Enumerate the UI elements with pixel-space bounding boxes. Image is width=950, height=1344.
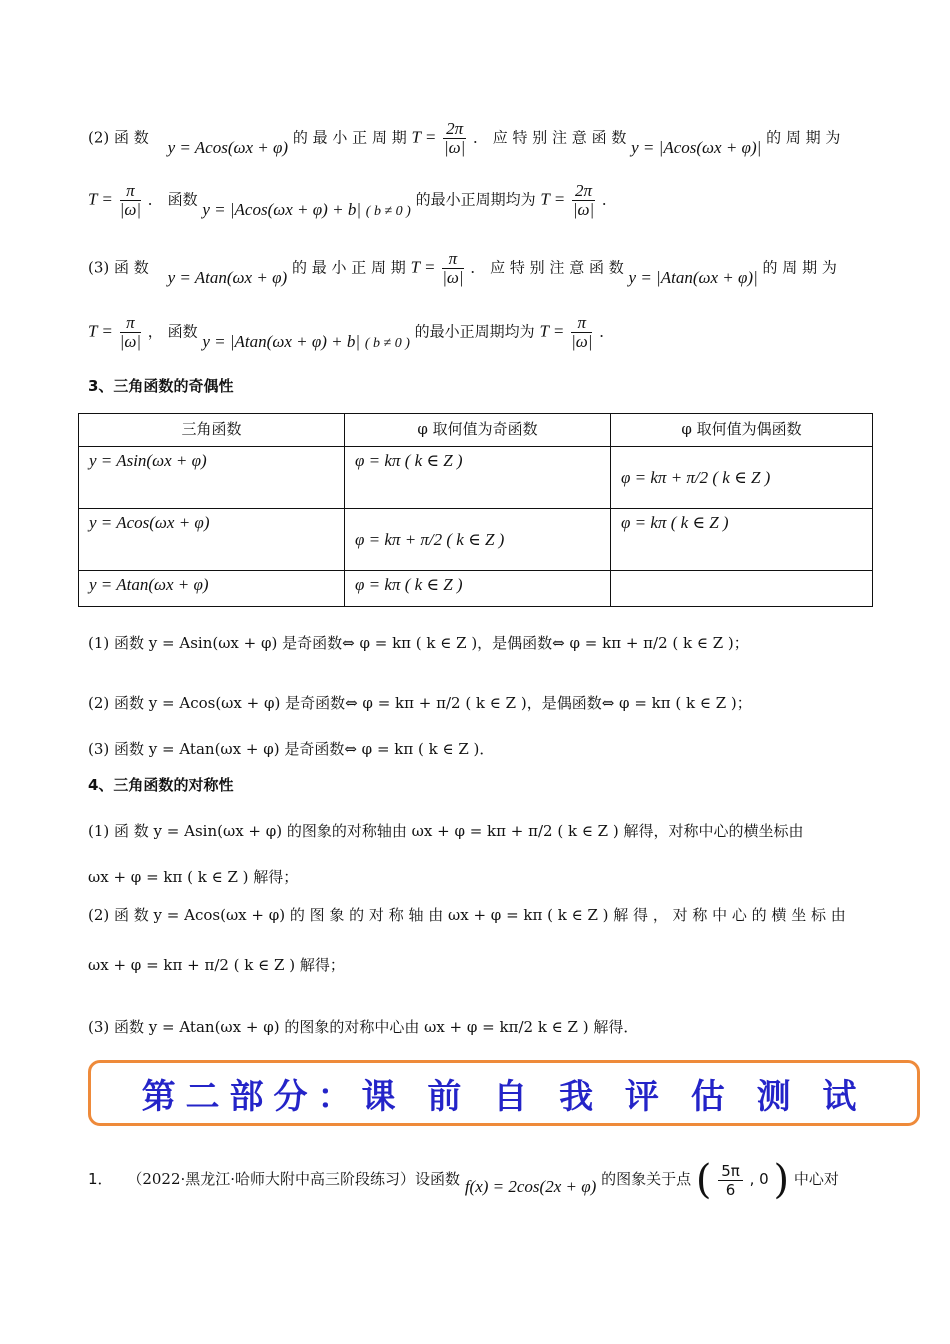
symmetry-note-3: (3) 函数 y = Atan(ωx + φ) 的图象的对称中心由 ωx + φ = kπ/2 k ∈ Z ) 解得． [88, 1018, 639, 1036]
period-line-2: (2) 函 数 y = Acos(ωx + φ) 的 最 小 正 周 期 T = $\frac{2\pi}{|\omega|}$ ． 应 特 别 注 意 函 数 y = |Acos(ωx + φ)| 的 周 期 为 [88, 119, 841, 157]
section-title-symmetry: 4、三角函数的对称性 [88, 776, 234, 794]
question-function: f(x) = 2cos(2x + φ) [464, 1177, 597, 1196]
parity-note-2: (2) 函数 y = Acos(ωx + φ) 是奇函数⇔ φ = kπ + π/2 ( k ∈ Z )，是偶函数⇔ φ = kπ ( k ∈ Z )； [88, 694, 752, 712]
table-cell [611, 571, 873, 607]
section-title-parity: 3、三角函数的奇偶性 [88, 377, 234, 395]
symmetry-note-2a: (2) 函 数 y = Acos(ωx + φ) 的 图 象 的 对 称 轴 由 ωx + φ = kπ ( k ∈ Z ) 解 得 ， 对 称 中 心 的 横 坐 标 由 [88, 906, 846, 924]
table-header: φ 取何值为偶函数 [611, 414, 873, 447]
table-cell: φ = kπ + π/2 ( k ∈ Z ) [611, 447, 873, 509]
parity-table [78, 413, 873, 607]
period-line-3b: T = $\frac{\pi}{|\omega|}$ ， 函数 y = |Atan(ωx + φ) + b| ( b ≠ 0 ) 的最小正周期均为 T = $\frac{\pi}{|\omega|}$ ． [88, 313, 615, 351]
question-1: 1． （2022·黑龙江·哈师大附中高三阶段练习）设函数 f(x) = 2cos(2x + φ) 的图象关于点 ( $\frac{5\pi}{6}$ , 0 ) 中心对 [88, 1157, 839, 1203]
table-cell: y = Atan(ωx + φ) [79, 571, 345, 607]
section-banner [88, 1060, 920, 1126]
table-row [79, 571, 873, 607]
table-cell: φ = kπ ( k ∈ Z ) [345, 571, 611, 607]
table-cell: φ = kπ + π/2 ( k ∈ Z ) [345, 509, 611, 571]
point-fraction: $\frac{5\pi}{6}$ [718, 1162, 743, 1199]
table-cell: y = Asin(ωx + φ) [79, 447, 345, 509]
table-header-row [79, 414, 873, 447]
question-source: （2022·黑龙江·哈师大附中高三阶段练习）设函数 [127, 1170, 461, 1188]
table-cell: φ = kπ ( k ∈ Z ) [611, 509, 873, 571]
table-cell: y = Acos(ωx + φ) [79, 509, 345, 571]
table-header: φ 取何值为奇函数 [345, 414, 611, 447]
period-line-2b: T = $\frac{\pi}{|\omega|}$ ． 函数 y = |Acos(ωx + φ) + b| ( b ≠ 0 ) 的最小正周期均为 T = $\frac{2\pi}{|\omega|}$ ． [88, 181, 617, 219]
period-line-3: (3) 函 数 y = Atan(ωx + φ) 的 最 小 正 周 期 T = $\frac{\pi}{|\omega|}$ ． 应 特 别 注 意 函 数 y = |Atan(ωx + φ)| 的 周 期 为 [88, 249, 837, 287]
symmetry-note-2b: ωx + φ = kπ + π/2 ( k ∈ Z ) 解得； [88, 956, 345, 974]
parity-note-1: (1) 函数 y = Asin(ωx + φ) 是奇函数⇔ φ = kπ ( k ∈ Z )，是偶函数⇔ φ = kπ + π/2 ( k ∈ Z )； [88, 634, 749, 652]
table-header: 三角函数 [79, 414, 345, 447]
symmetry-note-1a: (1) 函 数 y = Asin(ωx + φ) 的图象的对称轴由 ωx + φ = kπ + π/2 ( k ∈ Z ) 解得，对称中心的横坐标由 [88, 822, 804, 840]
banner-title: 第二部分：课 前 自 我 评 估 测 试 [141, 1076, 867, 1117]
symmetry-note-1b: ωx + φ = kπ ( k ∈ Z ) 解得； [88, 868, 299, 886]
table-row [79, 447, 873, 509]
table-row [79, 509, 873, 571]
question-number: 1． [88, 1170, 113, 1188]
table-cell: φ = kπ ( k ∈ Z ) [345, 447, 611, 509]
formula-acos: y = Acos(ωx + φ) [167, 137, 289, 157]
fraction-2pi-omega: $\frac{2\pi}{|\omega|}$ [443, 119, 466, 157]
parity-note-3: (3) 函数 y = Atan(ωx + φ) 是奇函数⇔ φ = kπ ( k ∈ Z )． [88, 740, 495, 758]
